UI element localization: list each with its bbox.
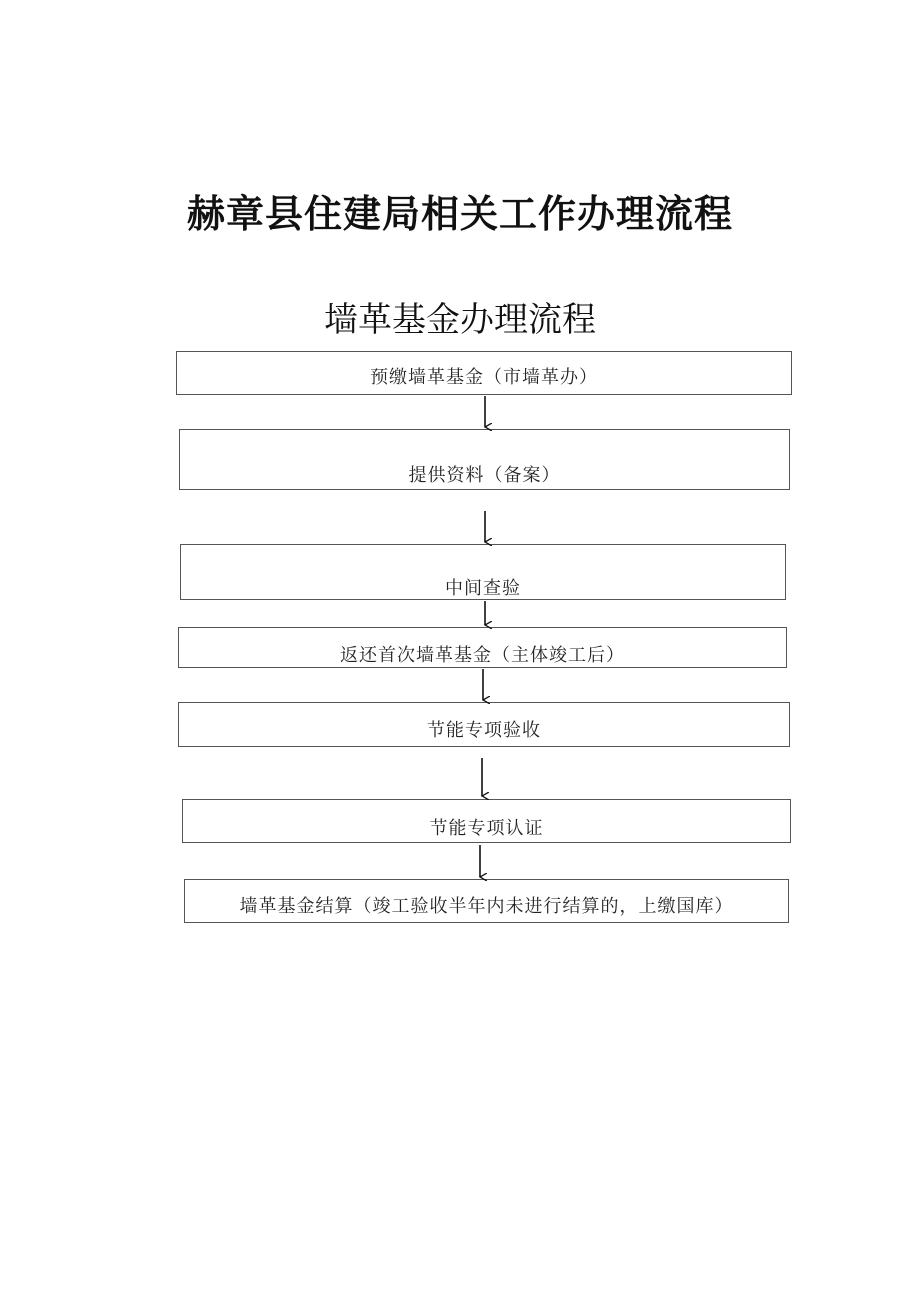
- flow-step-label: 中间查验: [445, 578, 521, 599]
- flow-step-label: 墙革基金结算（竣工验收半年内未进行结算的，上缴国库）: [239, 896, 734, 917]
- page-main-title: 赫章县住建局相关工作办理流程: [186, 192, 733, 236]
- flowchart-title: 墙革基金办理流程: [324, 300, 596, 340]
- flow-step-label: 节能专项验收: [427, 720, 541, 741]
- flow-step-label: 预缴墙革基金（市墙革办）: [370, 367, 598, 388]
- flow-step-label: 节能专项认证: [429, 818, 544, 839]
- flow-step-label: 返还首次墙革基金（主体竣工后）: [340, 645, 625, 666]
- flow-step-label: 提供资料（备案）: [408, 465, 561, 486]
